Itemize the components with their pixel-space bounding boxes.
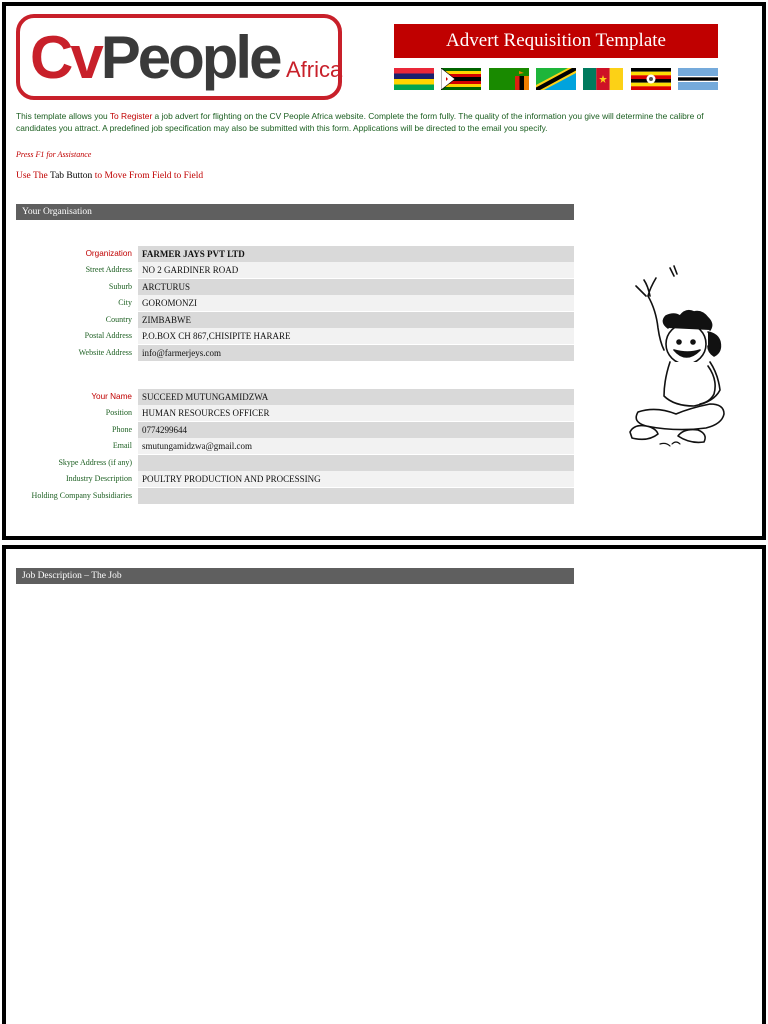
cameroon-flag-icon: [583, 68, 623, 90]
postal-address-field[interactable]: P.O.BOX CH 867,CHISIPITE HARARE: [138, 328, 574, 344]
zimbabwe-flag-icon: [441, 68, 481, 90]
logo-africa-text: Africa: [286, 57, 343, 82]
row-city: [16, 295, 574, 311]
row-organization: [16, 246, 574, 262]
phone-field[interactable]: 0774299644: [138, 422, 574, 438]
website-address-field[interactable]: info@farmerjeys.com: [138, 345, 574, 361]
tab-help-post: to Move From Field to Field: [92, 171, 204, 181]
row-country: [16, 312, 574, 328]
intro-text-1: This template allows you: [16, 111, 110, 121]
logo-cv-text: Cv: [30, 24, 101, 91]
your-name-field[interactable]: SUCCEED MUTUNGAMIDZWA: [138, 389, 574, 405]
holding-company-field[interactable]: [138, 488, 574, 504]
section-your-organisation: Your Organisation: [16, 204, 574, 220]
tab-help-pre: Use The: [16, 171, 50, 181]
field-label: Holding Company Subsidiaries: [31, 491, 132, 500]
intro-text-2: a job advert for flighting on the CV People Africa website. Complete the form fully. The quality of the information you give will determine the calibre of candidates you attract. A predefined job specification may also be submitted with this form. Applications will be directed to the email you specify.: [16, 111, 704, 133]
logo-people-text: People: [100, 24, 280, 91]
tab-help-key: Tab Button: [49, 171, 93, 181]
position-field[interactable]: HUMAN RESOURCES OFFICER: [138, 405, 574, 421]
field-label: Your Name: [91, 392, 132, 401]
suburb-field[interactable]: ARCTURUS: [138, 279, 574, 295]
street-address-field[interactable]: NO 2 GARDINER ROAD: [138, 262, 574, 278]
section-job-description: Job Description – The Job: [16, 568, 574, 584]
cvpeople-logo: [16, 14, 342, 100]
mauritius-flag-icon: [394, 68, 434, 90]
register-link[interactable]: To Register: [109, 111, 153, 121]
skype-address-field[interactable]: [138, 455, 574, 471]
row-position: [16, 405, 574, 421]
field-label: Suburb: [108, 282, 132, 291]
field-label: Postal Address: [84, 331, 132, 340]
row-skype-address: [16, 455, 574, 471]
field-label: Street Address: [85, 265, 132, 274]
field-label: Website Address: [78, 348, 132, 357]
tanzania-flag-icon: [536, 68, 576, 90]
field-label: Organization: [85, 249, 132, 258]
page-title: Advert Requisition Template: [394, 24, 718, 58]
row-street-address: [16, 262, 574, 278]
flag-strip: [394, 68, 718, 92]
field-label: Position: [105, 408, 132, 417]
country-field[interactable]: ZIMBABWE: [138, 312, 574, 328]
row-postal-address: [16, 328, 574, 344]
field-label: City: [118, 298, 132, 307]
botswana-flag-icon: [678, 68, 718, 90]
zambia-flag-icon: [489, 68, 529, 90]
tab-help-text: [16, 171, 203, 181]
row-industry-description: [16, 471, 574, 487]
f1-help-text: Press F1 for Assistance: [16, 150, 92, 159]
field-label: Industry Description: [66, 474, 132, 483]
waving-girl-illustration: [608, 262, 732, 456]
field-label: Skype Address (if any): [58, 458, 132, 467]
row-email: [16, 438, 574, 454]
row-website-address: [16, 345, 574, 361]
uganda-flag-icon: [631, 68, 671, 90]
intro-paragraph: [16, 110, 746, 134]
email-field[interactable]: smutungamidzwa@gmail.com: [138, 438, 574, 454]
city-field[interactable]: GOROMONZI: [138, 295, 574, 311]
row-holding-company: [16, 488, 574, 504]
row-phone: [16, 422, 574, 438]
field-label: Phone: [112, 425, 132, 434]
industry-description-field[interactable]: POULTRY PRODUCTION AND PROCESSING: [138, 471, 574, 487]
row-your-name: [16, 389, 574, 405]
field-label: Email: [112, 441, 132, 450]
organization-field[interactable]: FARMER JAYS PVT LTD: [138, 246, 574, 262]
field-label: Country: [105, 315, 132, 324]
page-two: [2, 545, 766, 1024]
row-suburb: [16, 279, 574, 295]
